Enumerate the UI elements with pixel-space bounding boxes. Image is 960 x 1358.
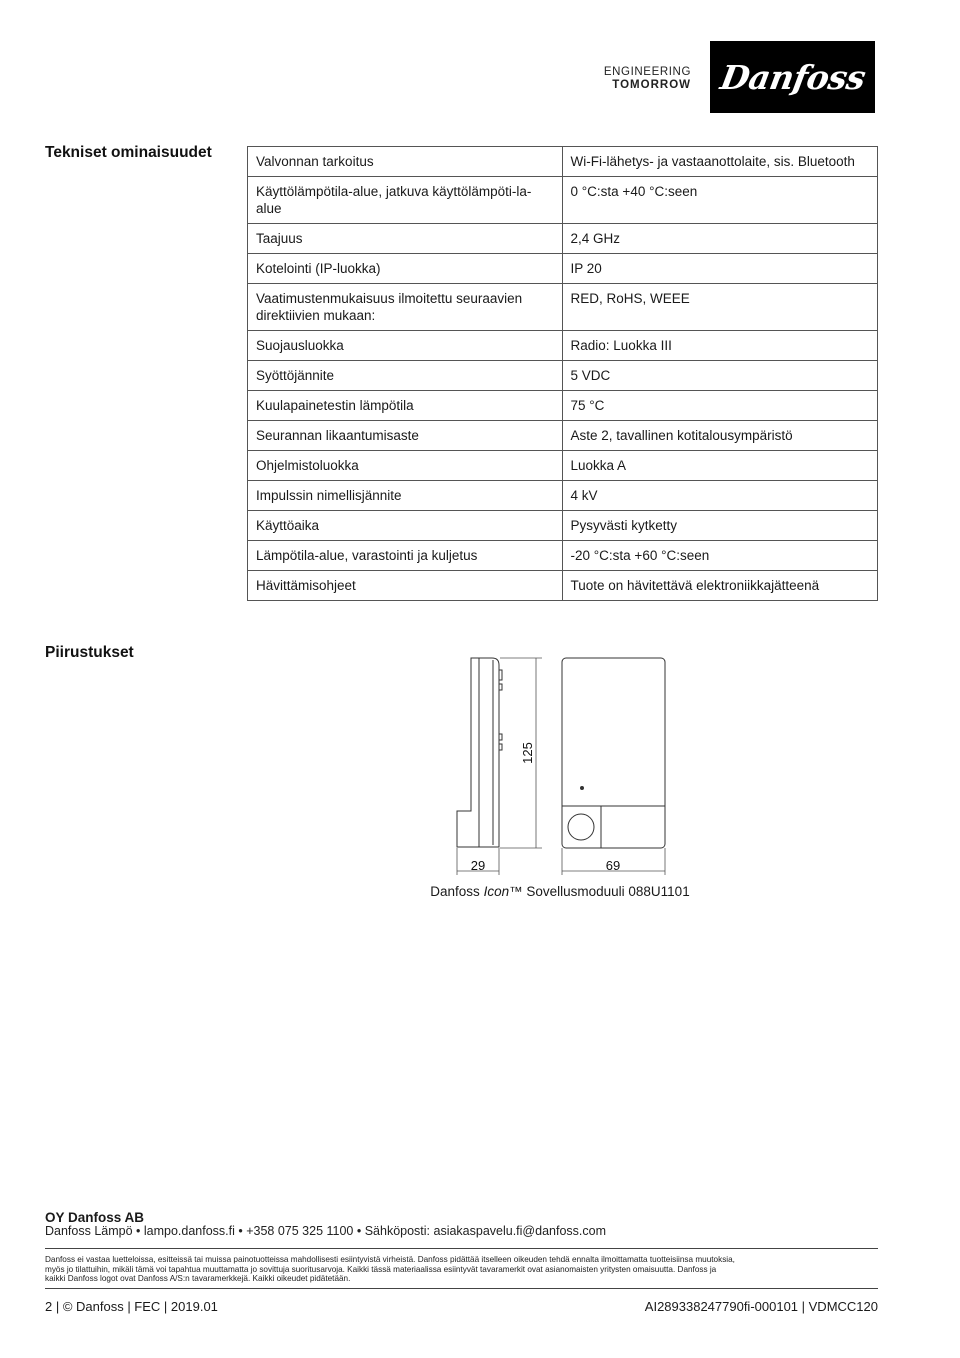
spec-value: -20 °C:sta +60 °C:seen	[562, 541, 877, 571]
caption-suffix: ™ Sovellusmoduuli 088U1101	[509, 884, 690, 899]
table-row	[248, 284, 878, 331]
spec-value: IP 20	[562, 254, 877, 284]
drawing-caption	[380, 884, 740, 899]
disclaimer-line-3: kaikki Danfoss logot ovat Danfoss A/S:n tavaramerkkejä. Kaikki oikeudet pidätetään.	[45, 1274, 351, 1283]
disclaimer-line-1: Danfoss ei vastaa luetteloissa, esitteissä tai muissa painotuotteissa mahdollisesti esiintyvistä virheistä. Danfoss pidättää itselleen oikeuden tehdä ennalta ilmoittamatta tuotteisiinsa muutoksia,	[45, 1255, 735, 1264]
disclaimer	[45, 1255, 878, 1284]
brand-tagline	[560, 66, 691, 92]
spec-key: Vaatimustenmukaisuus ilmoitettu seuraavien direktiivien mukaan:	[248, 284, 563, 331]
danfoss-logo	[710, 41, 875, 113]
company-name: OY Danfoss AB	[45, 1210, 145, 1225]
spec-key: Suojausluokka	[248, 331, 563, 361]
spec-value: 5 VDC	[562, 361, 877, 391]
table-row	[248, 331, 878, 361]
caption-prefix: Danfoss	[430, 884, 484, 899]
page-footer-left: 2 | © Danfoss | FEC | 2019.01	[45, 1299, 218, 1314]
spec-key: Hävittämisohjeet	[248, 571, 563, 601]
spec-key: Kotelointi (IP-luokka)	[248, 254, 563, 284]
table-row	[248, 391, 878, 421]
device-drawing	[430, 650, 720, 880]
side-view	[457, 658, 502, 847]
spec-key: Syöttöjännite	[248, 361, 563, 391]
table-row	[248, 421, 878, 451]
front-view	[562, 658, 665, 848]
table-row	[248, 177, 878, 224]
tagline-line-1: ENGINEERING	[603, 66, 691, 78]
table-row	[248, 481, 878, 511]
footer-divider-bottom	[45, 1288, 878, 1289]
spec-value: Luokka A	[562, 451, 877, 481]
specs-title: Tekniset ominaisuudet	[45, 144, 212, 161]
spec-key: Käyttölämpötila-alue, jatkuva käyttölämpöti-la-alue	[248, 177, 563, 224]
spec-value: 2,4 GHz	[562, 224, 877, 254]
spec-key: Kuulapainetestin lämpötila	[248, 391, 563, 421]
table-row	[248, 451, 878, 481]
spec-key: Käyttöaika	[248, 511, 563, 541]
tagline-line-2: TOMORROW	[612, 79, 691, 91]
table-row	[248, 361, 878, 391]
company-contact: Danfoss Lämpö • lampo.danfoss.fi • +358 075 325 1100 • Sähköposti: asiakaspavelu.fi@danfoss.com	[45, 1224, 606, 1238]
spec-value: Aste 2, tavallinen kotitalousympäristö	[562, 421, 877, 451]
dimension-lines	[457, 658, 665, 875]
spec-value: 75 °C	[562, 391, 877, 421]
dim-depth-label: 29	[470, 858, 486, 873]
dim-width-label: 69	[605, 858, 621, 873]
drawings-title: Piirustukset	[45, 644, 134, 661]
footer-divider-top	[45, 1248, 878, 1249]
table-row	[248, 571, 878, 601]
caption-italic: Icon	[483, 884, 510, 899]
spec-key: Taajuus	[248, 224, 563, 254]
table-row	[248, 224, 878, 254]
specs-table	[247, 146, 878, 601]
table-row	[248, 541, 878, 571]
spec-value: Tuote on hävitettävä elektroniikkajätteenä	[562, 571, 877, 601]
page-footer-right: AI289338247790fi-000101 | VDMCC120	[644, 1299, 878, 1314]
spec-value: RED, RoHS, WEEE	[562, 284, 877, 331]
spec-value: 4 kV	[562, 481, 877, 511]
spec-key: Impulssin nimellisjännite	[248, 481, 563, 511]
spec-key: Ohjelmistoluokka	[248, 451, 563, 481]
table-row	[248, 511, 878, 541]
spec-key: Valvonnan tarkoitus	[248, 147, 563, 177]
logo-wordmark: Danfoss	[717, 57, 868, 97]
spec-key: Lämpötila-alue, varastointi ja kuljetus	[248, 541, 563, 571]
spec-value: Pysyvästi kytketty	[562, 511, 877, 541]
disclaimer-line-2: myös jo tilattuihin, mikäli tämä voi tapahtua muuttamatta jo sovittuja suoritusarvoja. Kaikki tässä materiaalissa esiintyvät tavaramerkit ovat asianomaisten yritysten omaisuutta. Danfoss ja	[45, 1264, 717, 1274]
spec-value: Wi-Fi-lähetys- ja vastaanottolaite, sis. Bluetooth	[562, 147, 877, 177]
spec-key: Seurannan likaantumisaste	[248, 421, 563, 451]
dim-height-label: 125	[520, 742, 535, 764]
spec-value: 0 °C:sta +40 °C:seen	[562, 177, 877, 224]
spec-value: Radio: Luokka III	[562, 331, 877, 361]
table-row	[248, 147, 878, 177]
table-row	[248, 254, 878, 284]
